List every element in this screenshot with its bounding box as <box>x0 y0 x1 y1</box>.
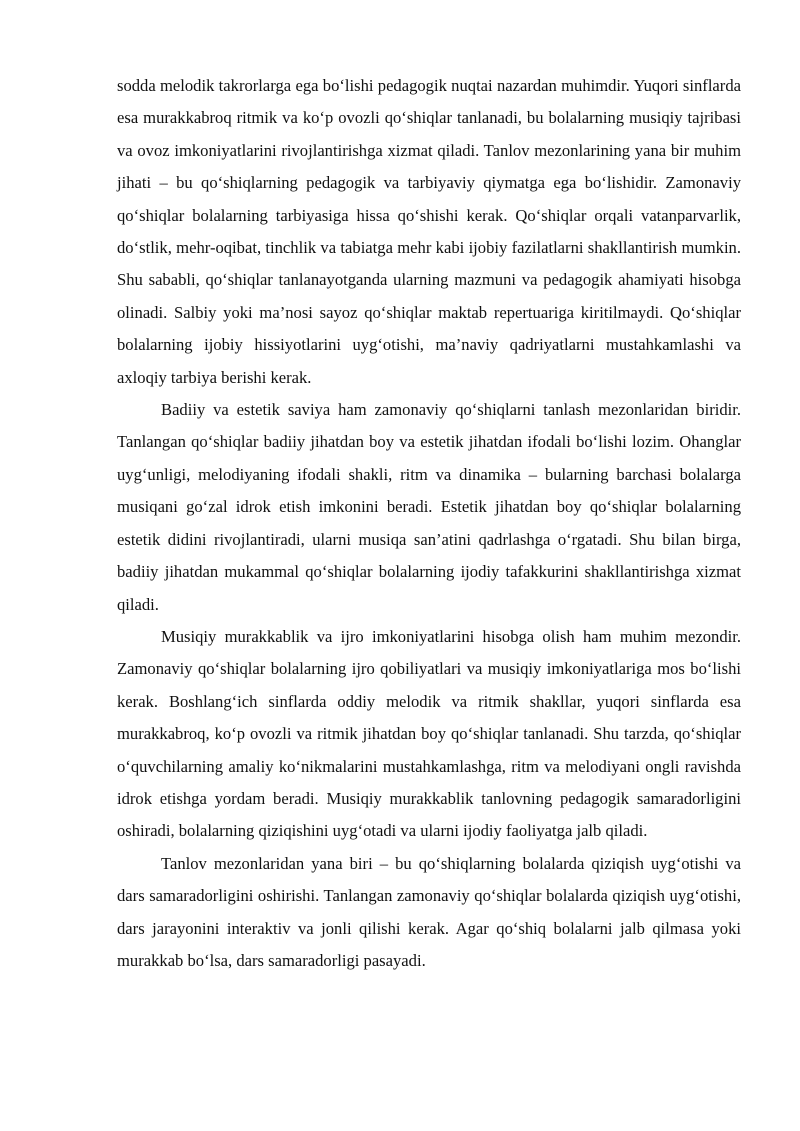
paragraph-interest-efficiency: Tanlov mezonlaridan yana biri – bu qo‘shiqlarning bolalarda qiziqish uyg‘otishi va dars samaradorligini oshirishi. Tanlangan zamonaviy qo‘shiqlar bolalarda qiziqish uyg‘otishi, dars jarayonini interaktiv va jonli qilishi kerak. Agar qo‘shiq bolalarni jalb qilmasa yoki murakkab bo‘lsa, dars samaradorligi pasayadi. <box>117 853 741 970</box>
document-page <box>117 70 741 977</box>
paragraph-artistic-aesthetic: Badiiy va estetik saviya ham zamonaviy qo‘shiqlarni tanlash mezonlaridan biridir. Tanlangan qo‘shiqlar badiiy jihatdan boy va estetik jihatdan ifodali bo‘lishi lozim. Ohanglar uyg‘unligi, melodiyaning ifodali shakli, ritm va dinamika – bularning barchasi bolalarga musiqani go‘zal idrok etish imkonini beradi. Estetik jihatdan boy qo‘shiqlar bolalarning estetik didini rivojlantiradi, ularni musiqa san’atini qadrlashga o‘rgatadi. Shu bilan birga, badiiy jihatdan mukammal qo‘shiqlar bolalarning ijodiy tafakkurini shakllantirishga xizmat qiladi. <box>117 400 741 614</box>
paragraph-musical-complexity: Musiqiy murakkablik va ijro imkoniyatlarini hisobga olish ham muhim mezondir. Zamonaviy qo‘shiqlar bolalarning ijro qobiliyatlari va musiqiy imkoniyatlariga mos bo‘lishi kerak. Boshlang‘ich sinflarda oddiy melodik va ritmik shakllar, yuqori sinflarda esa murakkabroq, ko‘p ovozli va ritmik jihatdan boy qo‘shiqlar tanlanadi. Shu tarzda, qo‘shiqlar o‘quvchilarning amaliy ko‘nikmalarini mustahkamlashga, ritm va melodiyani ongli ravishda idrok etishga yordam beradi. Musiqiy murakkablik tanlovning pedagogik samaradorligini oshiradi, bolalarning qiziqishini uyg‘otadi va ularni ijodiy faoliyatga jalb qiladi. <box>117 626 741 841</box>
paragraph-continuation: sodda melodik takrorlarga ega bo‘lishi pedagogik nuqtai nazardan muhimdir. Yuqori sinflarda esa murakkabroq ritmik va ko‘p ovozli qo‘shiqlar tanlanadi, bu bolalarning musiqiy tajribasi va ovoz imkoniyatlarini rivojlantirishga xizmat qiladi. Tanlov mezonlarining yana bir muhim jihati – bu qo‘shiqlarning pedagogik va tarbiyaviy qiymatga ega bo‘lishidir. Zamonaviy qo‘shiqlar bolalarning tarbiyasiga hissa qo‘shishi kerak. Qo‘shiqlar orqali vatanparvarlik, do‘stlik, mehr-oqibat, tinchlik va tabiatga mehr kabi ijobiy fazilatlarni shakllantirish mumkin. Shu sababli, qo‘shiqlar tanlanayotganda ularning mazmuni va pedagogik ahamiyati hisobga olinadi. Salbiy yoki ma’nosi sayoz qo‘shiqlar maktab repertuariga kiritilmaydi. Qo‘shiqlar bolalarning ijobiy hissiyotlarini uyg‘otishi, ma’naviy qadriyatlarni mustahkamlashi va axloqiy tarbiya berishi kerak. <box>117 76 741 387</box>
